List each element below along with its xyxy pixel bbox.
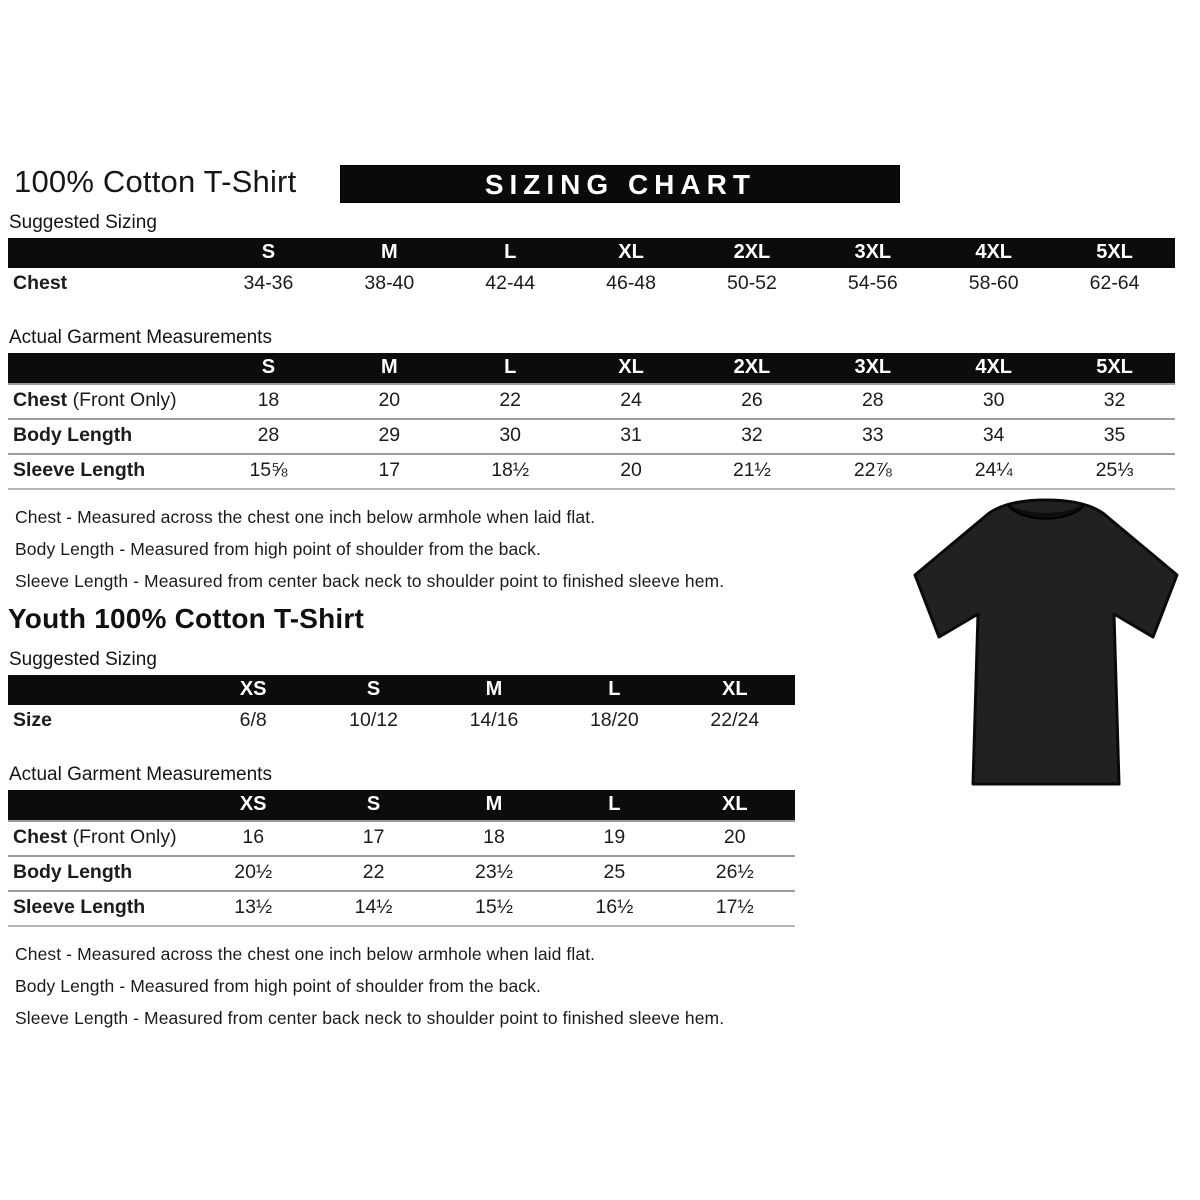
row-label: Size [13,709,53,731]
youth-actual-measurements-label: Actual Garment Measurements [9,764,272,785]
measurement-value-cell: 16 [193,821,313,856]
size-column-header: 4XL [933,237,1054,268]
size-column-header: 5XL [1054,352,1175,384]
measurement-note-line: Body Length - Measured from high point of shoulder from the back. [15,976,541,996]
youth-product-title: Youth 100% Cotton T-Shirt [8,603,365,634]
tshirt-photo [892,478,1200,808]
size-column-header: M [434,674,554,705]
size-column-header: L [450,237,571,268]
measurement-value-cell: 22 [313,856,433,891]
row-label: Sleeve Length [8,454,208,489]
size-column-header: XL [571,352,692,384]
measurement-value-cell: 6/8 [239,709,267,731]
measurement-value-cell: 19 [554,821,674,856]
adult-actual-measurements-label: Actual Garment Measurements [9,327,272,348]
measurement-note-line: Chest - Measured across the chest one inch below armhole when laid flat. [15,507,596,527]
row-label: Chest (Front Only) [8,821,193,856]
measurement-value-cell: 25⅓ [1054,454,1175,489]
measurement-value-cell: 24¼ [933,454,1054,489]
measurement-value-cell: 18½ [450,454,571,489]
table-row [8,821,795,856]
size-column-header: L [554,789,674,821]
measurement-note-line: Sleeve Length - Measured from center back neck to shoulder point to finished sleeve hem. [15,571,725,591]
youth-suggested-sizing-label: Suggested Sizing [9,649,157,670]
size-column-header: 3XL [812,352,933,384]
table-row [8,891,795,926]
size-column-header: XS [193,674,313,705]
measurement-value-cell: 26 [692,384,813,419]
table-row [8,419,1175,454]
measurement-value-cell: 16½ [554,891,674,926]
adult-suggested-table [8,236,1175,301]
table-row [8,856,795,891]
size-header-row [8,789,795,821]
size-column-header: XS [193,789,313,821]
measurement-value-cell: 26½ [675,856,795,891]
black-tshirt-image [892,478,1200,808]
table-row [8,268,1175,301]
size-column-header: 3XL [812,237,933,268]
measurement-value-cell: 30 [450,419,571,454]
youth-suggested-table [8,673,795,738]
measurement-value-cell: 42-44 [485,272,536,294]
size-column-header: M [329,352,450,384]
youth-measurement-notes [15,944,1200,1029]
measurement-value-cell: 23½ [434,856,554,891]
adult-actual-table [8,351,1175,490]
measurement-value-cell: 50-52 [727,272,777,294]
measurement-value-cell: 20 [675,821,795,856]
header-row [8,164,1200,203]
row-label: Sleeve Length [8,891,193,926]
measurement-value-cell: 46-48 [606,272,656,294]
measurement-value-cell: 34-36 [243,272,294,294]
adult-suggested-sizing-label: Suggested Sizing [9,212,157,233]
size-column-header: L [554,674,674,705]
measurement-value-cell: 30 [933,384,1054,419]
measurement-value-cell: 17½ [675,891,795,926]
size-column-header: S [313,789,433,821]
measurement-value-cell: 22 [450,384,571,419]
header-spacer-cell [8,789,193,821]
measurement-value-cell: 34 [933,419,1054,454]
measurement-value-cell: 24 [571,384,692,419]
measurement-value-cell: 62-64 [1089,272,1140,294]
measurement-value-cell: 29 [329,419,450,454]
row-label: Body Length [8,419,208,454]
measurement-value-cell: 28 [812,384,933,419]
measurement-value-cell: 32 [692,419,813,454]
table-row [8,705,795,738]
measurement-value-cell: 14½ [313,891,433,926]
header-spacer-cell [8,674,193,705]
measurement-value-cell: 25 [554,856,674,891]
measurement-value-cell: 13½ [193,891,313,926]
measurement-value-cell: 38-40 [364,272,415,294]
measurement-value-cell: 31 [571,419,692,454]
size-column-header: XL [675,674,795,705]
measurement-value-cell: 18/20 [589,709,639,731]
size-column-header: 2XL [692,237,813,268]
measurement-value-cell: 14/16 [469,709,519,731]
size-header-row [8,352,1175,384]
row-label: Chest (Front Only) [8,384,208,419]
size-column-header: S [208,237,329,268]
measurement-value-cell: 20 [329,384,450,419]
measurement-note-line: Sleeve Length - Measured from center back neck to shoulder point to finished sleeve hem. [15,1008,725,1028]
tshirt-body-shape [915,500,1177,784]
measurement-note-line: Body Length - Measured from high point of shoulder from the back. [15,539,541,559]
size-column-header: 2XL [692,352,813,384]
measurement-value-cell: 20½ [193,856,313,891]
measurement-value-cell: 20 [571,454,692,489]
size-column-header: L [450,352,571,384]
row-label: Chest [13,272,68,294]
size-column-header: M [329,237,450,268]
row-label: Body Length [8,856,193,891]
measurement-value-cell: 18 [208,384,329,419]
size-column-header: M [434,789,554,821]
header-spacer-cell [8,237,208,268]
size-column-header: XL [675,789,795,821]
table-row [8,384,1175,419]
size-column-header: XL [571,237,692,268]
measurement-value-cell: 35 [1054,419,1175,454]
sizing-chart-banner: SIZING CHART [340,165,900,203]
measurement-value-cell: 17 [313,821,433,856]
product-title: 100% Cotton T-Shirt [14,164,297,199]
header-spacer-cell [8,352,208,384]
size-column-header: 4XL [933,352,1054,384]
size-column-header: 5XL [1054,237,1175,268]
measurement-value-cell: 28 [208,419,329,454]
measurement-value-cell: 32 [1054,384,1175,419]
size-header-row [8,674,795,705]
measurement-value-cell: 17 [329,454,450,489]
measurement-value-cell: 18 [434,821,554,856]
youth-actual-table [8,788,795,927]
measurement-value-cell: 10/12 [349,709,398,731]
measurement-value-cell: 15½ [434,891,554,926]
measurement-value-cell: 33 [812,419,933,454]
measurement-value-cell: 21½ [692,454,813,489]
measurement-value-cell: 15⅝ [208,454,329,489]
size-header-row [8,237,1175,268]
size-column-header: S [313,674,433,705]
measurement-value-cell: 22/24 [710,709,760,731]
measurement-value-cell: 58-60 [968,272,1019,294]
measurement-value-cell: 22⅞ [812,454,933,489]
measurement-value-cell: 54-56 [847,272,898,294]
size-column-header: S [208,352,329,384]
measurement-note-line: Chest - Measured across the chest one inch below armhole when laid flat. [15,944,596,964]
